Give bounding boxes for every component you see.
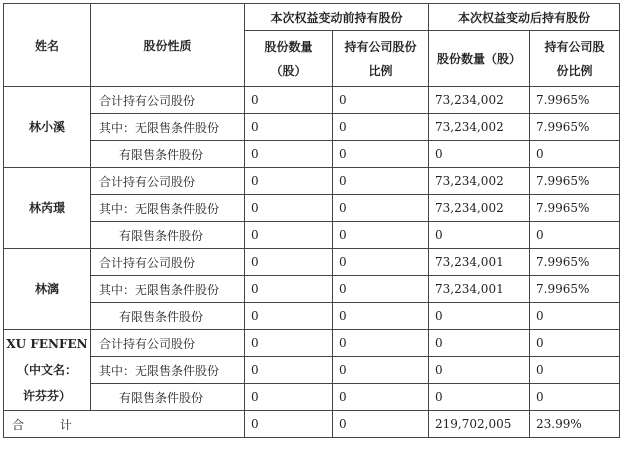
holder-name-line: （中文名： — [16, 363, 77, 377]
after-qty-cell: 0 — [429, 222, 530, 249]
header-before-ratio-line2: 比例 — [368, 63, 393, 78]
after-ratio-cell: 0 — [530, 141, 620, 168]
share-type-label: 有限售条件股份 — [91, 141, 245, 168]
table-row — [4, 195, 620, 222]
before-ratio-cell: 0 — [333, 114, 429, 141]
holder-name-cell — [4, 87, 91, 168]
before-ratio-cell: 0 — [333, 276, 429, 303]
shareholding-table — [3, 3, 620, 438]
after-ratio-cell: 0 — [530, 303, 620, 330]
holder-name-cell — [4, 168, 91, 249]
before-ratio-cell: 0 — [333, 330, 429, 357]
share-type-label: 其中：无限售条件股份 — [91, 357, 245, 384]
shareholding-table-container — [3, 3, 620, 438]
header-before-qty-line1: 股份数量 — [264, 39, 313, 54]
header-before-ratio-line1: 持有公司股份 — [344, 39, 417, 54]
before-qty-cell: 0 — [245, 114, 333, 141]
header-after-group: 本次权益变动后持有股份 — [429, 4, 620, 31]
table-row — [4, 276, 620, 303]
after-ratio-cell: 7.9965% — [530, 114, 620, 141]
before-ratio-cell: 0 — [333, 303, 429, 330]
table-row — [4, 357, 620, 384]
share-type-label: 合计持有公司股份 — [91, 168, 245, 195]
before-qty-cell: 0 — [245, 303, 333, 330]
before-qty-cell: 0 — [245, 276, 333, 303]
header-before-qty — [245, 31, 333, 87]
total-after-qty: 219,702,005 — [429, 411, 530, 438]
header-after-qty: 股份数量（股） — [429, 31, 530, 87]
holder-name-cell — [4, 249, 91, 330]
share-type-label: 有限售条件股份 — [91, 222, 245, 249]
holder-name-line: 许芬芬） — [22, 389, 71, 403]
share-type-label: 有限售条件股份 — [91, 384, 245, 411]
holder-name-line: 林漓 — [34, 282, 59, 296]
header-name: 姓名 — [4, 4, 91, 87]
after-ratio-cell: 7.9965% — [530, 249, 620, 276]
before-ratio-cell: 0 — [333, 384, 429, 411]
share-type-label: 合计持有公司股份 — [91, 87, 245, 114]
before-qty-cell: 0 — [245, 222, 333, 249]
header-before-group: 本次权益变动前持有股份 — [245, 4, 429, 31]
share-type-label: 合计持有公司股份 — [91, 249, 245, 276]
header-share-nature: 股份性质 — [91, 4, 245, 87]
after-qty-cell: 73,234,002 — [429, 195, 530, 222]
share-type-label: 其中：无限售条件股份 — [91, 276, 245, 303]
before-ratio-cell: 0 — [333, 222, 429, 249]
table-row — [4, 141, 620, 168]
before-ratio-cell: 0 — [333, 87, 429, 114]
header-before-ratio — [333, 31, 429, 87]
total-before-qty: 0 — [245, 411, 333, 438]
holder-name-line: 林小溪 — [28, 120, 65, 134]
after-ratio-cell: 0 — [530, 222, 620, 249]
header-before-qty-line2: （股） — [270, 63, 307, 78]
after-ratio-cell: 7.9965% — [530, 168, 620, 195]
after-qty-cell: 0 — [429, 330, 530, 357]
table-row — [4, 114, 620, 141]
before-ratio-cell: 0 — [333, 357, 429, 384]
after-ratio-cell: 0 — [530, 357, 620, 384]
after-ratio-cell: 7.9965% — [530, 87, 620, 114]
after-ratio-cell: 7.9965% — [530, 276, 620, 303]
table-body — [4, 87, 620, 438]
table-row — [4, 384, 620, 411]
before-qty-cell: 0 — [245, 357, 333, 384]
header-after-ratio-line2: 份比例 — [556, 63, 593, 78]
after-qty-cell: 73,234,001 — [429, 249, 530, 276]
share-type-label: 有限售条件股份 — [91, 303, 245, 330]
after-qty-cell: 0 — [429, 303, 530, 330]
before-ratio-cell: 0 — [333, 249, 429, 276]
after-qty-cell: 0 — [429, 141, 530, 168]
share-type-label: 其中：无限售条件股份 — [91, 195, 245, 222]
before-qty-cell: 0 — [245, 195, 333, 222]
before-ratio-cell: 0 — [333, 141, 429, 168]
holder-name-line: XU FENFEN — [6, 337, 88, 351]
before-qty-cell: 0 — [245, 249, 333, 276]
before-qty-cell: 0 — [245, 87, 333, 114]
total-label: 合 计 — [4, 411, 245, 438]
after-ratio-cell: 0 — [530, 384, 620, 411]
total-before-ratio: 0 — [333, 411, 429, 438]
after-qty-cell: 73,234,002 — [429, 168, 530, 195]
holder-name-line: 林芮璟 — [28, 201, 65, 215]
after-ratio-cell: 7.9965% — [530, 195, 620, 222]
after-qty-cell: 73,234,002 — [429, 87, 530, 114]
after-qty-cell: 0 — [429, 384, 530, 411]
share-type-label: 其中：无限售条件股份 — [91, 114, 245, 141]
total-row — [4, 411, 620, 438]
before-qty-cell: 0 — [245, 330, 333, 357]
before-qty-cell: 0 — [245, 168, 333, 195]
after-ratio-cell: 0 — [530, 330, 620, 357]
after-qty-cell: 73,234,001 — [429, 276, 530, 303]
before-qty-cell: 0 — [245, 141, 333, 168]
share-type-label: 合计持有公司股份 — [91, 330, 245, 357]
header-after-ratio — [530, 31, 620, 87]
table-row — [4, 87, 620, 114]
before-qty-cell: 0 — [245, 384, 333, 411]
table-row — [4, 168, 620, 195]
table-row — [4, 249, 620, 276]
table-row — [4, 303, 620, 330]
holder-name-cell — [4, 330, 91, 411]
table-row — [4, 330, 620, 357]
before-ratio-cell: 0 — [333, 168, 429, 195]
header-after-ratio-line1: 持有公司股 — [544, 39, 605, 54]
table-row — [4, 222, 620, 249]
before-ratio-cell: 0 — [333, 195, 429, 222]
after-qty-cell: 0 — [429, 357, 530, 384]
total-after-ratio: 23.99% — [530, 411, 620, 438]
after-qty-cell: 73,234,002 — [429, 114, 530, 141]
